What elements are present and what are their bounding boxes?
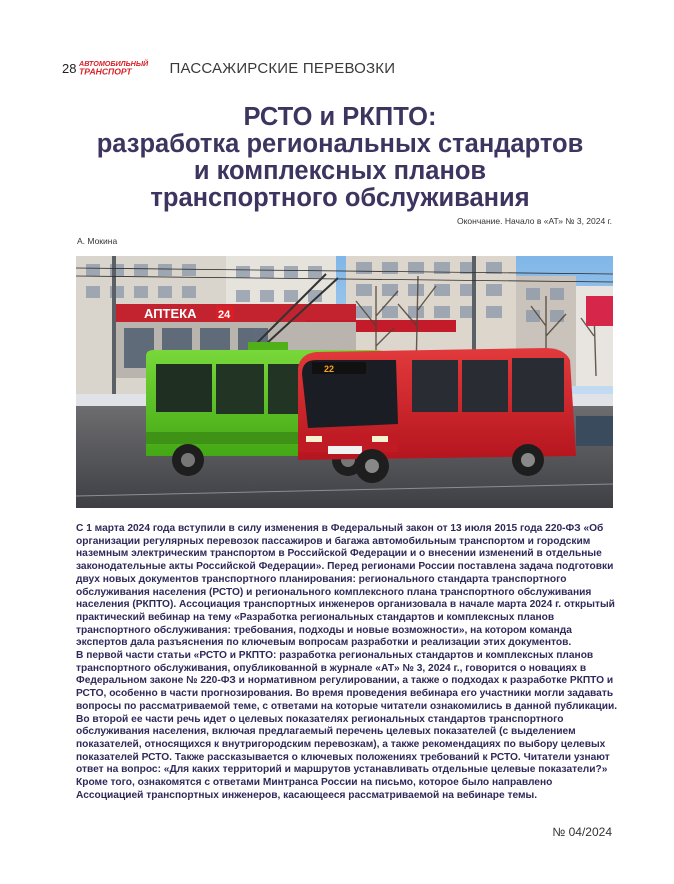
pharmacy-hours: 24 (218, 309, 231, 321)
article-paragraph: Кроме того, ознакомятся с ответами Минтранса России на письмо, которое было направлено Ассоциацией транспортных инженеров, касающееся рассматриваемой на вебинаре темы. (76, 777, 553, 801)
title-line: разработка региональных стандартов (96, 130, 584, 158)
article-body (76, 523, 621, 802)
author-name: А. Мокина (77, 236, 118, 246)
logo-line-1: АВТОМОБИЛЬНЫЙ (79, 59, 149, 68)
article-paragraph: С 1 марта 2024 года вступили в силу изменения в Федеральный закон от 13 июля 2015 года 220-ФЗ «Об организации регулярных перевозок пассажиров и багажа автомобильным транспортом и городским наземным электрическим транспортом в Российской Федерации и о внесении изменений в отдельные законодательные акты Российской Федерации». Перед регионами России поставлена задача подготовки двух новых документов транспортного планирования: регионального стандарта транспортного обслуживания населения (РСТО) и регионального комплексного плана транспортного обслуживания населения (РКПТО). Ассоциация транспортных инженеров организовала в начале марта 2024 г. открытый практический вебинар на тему «Разработка региональных стандартов и комплексных планов транспортного обслуживания: требования, подходы и новые возможности», на котором команда экспертов дала разъяснения по ключевым вопросам разработки и реализации этих документов. (76, 523, 615, 649)
title-line: РСТО и РКПТО: (243, 103, 437, 131)
title-line: и комплексных планов (193, 157, 487, 185)
page-number: 28 (62, 60, 77, 76)
bus-route-number: 22 (324, 364, 335, 374)
article-title (60, 104, 620, 212)
article-paragraph: Во второй ее части речь идет о целевых показателях региональных стандартов транспортного обслуживания населения, включая предлагаемый перечень целевых показателей (с выделением показателей, относящихся к внутригородским перевозкам), а также рекомендациях по выбору целевых показателей РСТО. Также рассказывается о ключевых положениях требований к РСТО. Читатели узнают ответ на вопрос: «Для каких территорий и маршрутов устанавливать отдельные целевые показатели?» (76, 713, 610, 776)
magazine-logo (79, 59, 157, 77)
article-photo (76, 256, 613, 508)
article-paragraph: В первой части статьи «РСТО и РКПТО: разработка региональных стандартов и комплексных планов транспортного обслуживания, опубликованной в журнале «АТ» № 3, 2024 г., говорится о новациях в Федеральном законе № 220-ФЗ и нормативном регулировании, а также о подходах к разработке РКПТО и РСТО, особенно в части прогнозирования. Во время проведения вебинара его участники могли задавать вопросы по рассматриваемой теме, с ответами на которые читатели ознакомились в данной публикации. (76, 650, 618, 712)
pharmacy-sign: АПТЕКА (144, 306, 197, 321)
page-header (62, 58, 395, 78)
title-line: транспортного обслуживания (150, 184, 530, 212)
logo-line-2: ТРАНСПОРТ (79, 66, 133, 77)
issue-number: № 04/2024 (552, 825, 612, 839)
section-title: ПАССАЖИРСКИЕ ПЕРЕВОЗКИ (169, 59, 396, 77)
continuation-note: Окончание. Начало в «АТ» № 3, 2024 г. (456, 216, 612, 226)
